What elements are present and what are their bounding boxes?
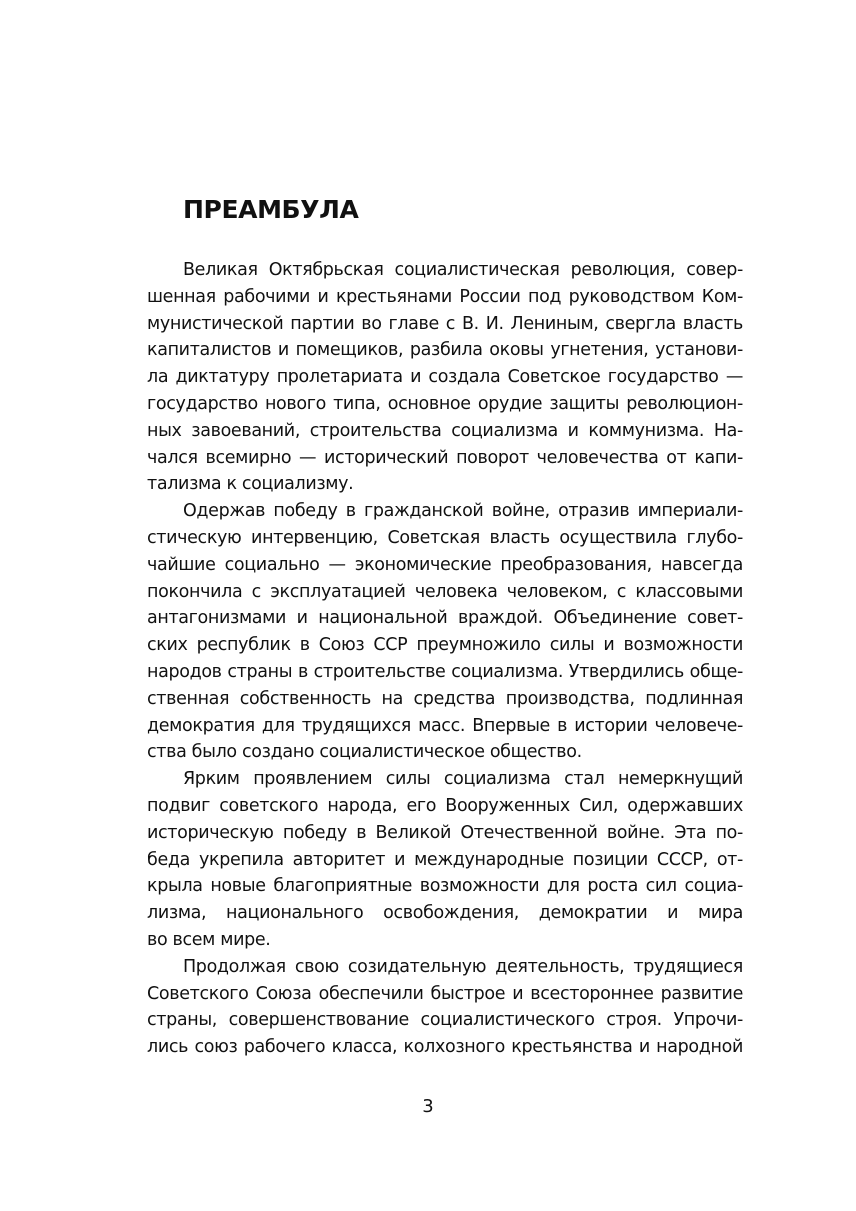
text-line: подвиг советского народа, его Вооруженных Сил, одержавших (147, 795, 743, 816)
text-line: во всем мире. (147, 929, 271, 950)
text-line: крыла новые благоприятные возможности для роста сил социа- (147, 876, 743, 897)
text-line: стическую интервенцию, Советская власть осуществила глубо- (147, 527, 743, 548)
paragraph (147, 498, 743, 766)
paragraph (147, 954, 743, 1061)
section-heading: ПРЕАМБУЛА (183, 195, 359, 224)
text-line: Ярким проявлением силы социализма стал немеркнущий (183, 769, 743, 790)
text-line: беда укрепила авторитет и международные позиции СССР, от- (147, 849, 743, 870)
text-line: Одержав победу в гражданской войне, отразив империали- (183, 501, 743, 522)
text-line: страны, совершенствование социалистического строя. Упрочи- (147, 1010, 743, 1031)
text-line: лись союз рабочего класса, колхозного крестьянства и народной (147, 1037, 743, 1058)
text-line: лизма, национального освобождения, демократии и мира (147, 903, 743, 924)
body-text (147, 257, 743, 1061)
text-line: Великая Октябрьская социалистическая революция, совер- (183, 260, 743, 280)
paragraph (147, 766, 743, 954)
text-line: Советского Союза обеспечили быстрое и всестороннее развитие (147, 983, 743, 1004)
text-line: народов страны в строительстве социализма. Утвердились обще- (147, 661, 743, 682)
text-line: историческую победу в Великой Отечественной войне. Эта по- (147, 822, 743, 843)
text-line: государство нового типа, основное орудие защиты революцион- (147, 393, 743, 414)
text-line: тализма к социализму. (147, 474, 354, 495)
text-line: чайшие социально — экономические преобразования, навсегда (147, 554, 743, 575)
text-line: ских республик в Союз ССР преумножило силы и возможности (147, 635, 743, 656)
paragraph (147, 257, 743, 498)
text-line: ла диктатуру пролетариата и создала Советское государство — (147, 367, 743, 388)
text-line: демократия для трудящихся масс. Впервые в истории человече- (147, 715, 743, 736)
page-number: 3 (422, 1096, 434, 1117)
text-line: Продолжая свою созидательную деятельность, трудящиеся (183, 956, 743, 977)
text-line: мунистической партии во главе с В. И. Лениным, свергла власть (147, 313, 743, 334)
text-line: шенная рабочими и крестьянами России под руководством Ком- (147, 286, 743, 307)
text-line: ных завоеваний, строительства социализма и коммунизма. На- (147, 420, 743, 441)
text-line: чался всемирно — исторический поворот человечества от капи- (147, 447, 743, 468)
text-line: покончила с эксплуатацией человека человеком, с классовыми (147, 581, 743, 602)
text-line: капиталистов и помещиков, разбила оковы угнетения, установи- (147, 340, 743, 361)
text-line: ства было создано социалистическое общество. (147, 742, 582, 763)
text-line: антагонизмами и национальной враждой. Объединение совет- (147, 608, 743, 629)
text-line: ственная собственность на средства производства, подлинная (147, 688, 743, 709)
